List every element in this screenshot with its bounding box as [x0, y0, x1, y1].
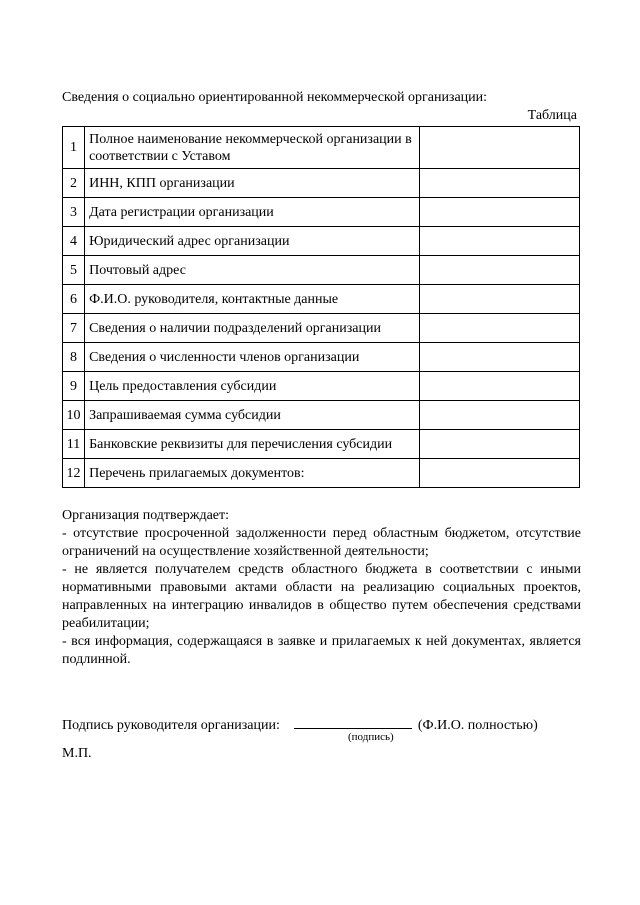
row-label: Сведения о наличии подразделений организации [85, 314, 420, 343]
table-row [63, 169, 580, 198]
confirmation-block [62, 507, 581, 669]
row-value [420, 430, 580, 459]
row-value [420, 372, 580, 401]
signature-blank [294, 714, 412, 729]
signature-label: Подпись руководителя организации: [62, 718, 280, 733]
row-label: ИНН, КПП организации [85, 169, 420, 198]
row-value [420, 285, 580, 314]
confirmation-title: Организация подтверждает: [62, 508, 230, 523]
table-row [63, 198, 580, 227]
row-number: 12 [63, 459, 85, 488]
row-number: 9 [63, 372, 85, 401]
signature-hint: (подпись) [348, 731, 394, 743]
row-value [420, 169, 580, 198]
row-number: 11 [63, 430, 85, 459]
row-value [420, 401, 580, 430]
row-number: 7 [63, 314, 85, 343]
table-row [63, 459, 580, 488]
table-row [63, 285, 580, 314]
row-value [420, 343, 580, 372]
row-label: Запрашиваемая сумма субсидии [85, 401, 420, 430]
row-value [420, 227, 580, 256]
organization-info-table [62, 126, 580, 488]
confirmation-item: - отсутствие просроченной задолженности перед областным бюджетом, отсутствие ограничений на осуществление хозяйственной деятельности; [62, 526, 581, 559]
row-label: Юридический адрес организации [85, 227, 420, 256]
table-row [63, 127, 580, 169]
document-heading: Сведения о социально ориентированной некоммерческой организации: [62, 90, 488, 105]
row-label: Сведения о численности членов организации [85, 343, 420, 372]
row-value [420, 314, 580, 343]
row-number: 6 [63, 285, 85, 314]
row-number: 1 [63, 127, 85, 169]
row-label: Перечень прилагаемых документов: [85, 459, 420, 488]
table-row [63, 372, 580, 401]
row-label: Ф.И.О. руководителя, контактные данные [85, 285, 420, 314]
row-value [420, 459, 580, 488]
signature-name-hint: (Ф.И.О. полностью) [417, 718, 538, 733]
row-label: Банковские реквизиты для перечисления субсидии [85, 430, 420, 459]
row-label: Полное наименование некоммерческой организации в соответствии с Уставом [85, 127, 420, 169]
confirmation-item: - не является получателем средств областного бюджета в соответствии с иными нормативными правовыми актами области на реализацию социальных проектов, направленных на интеграцию инвалидов в общество путем обеспечения средствами реабилитации; [62, 562, 581, 631]
row-number: 10 [63, 401, 85, 430]
table-caption: Таблица [527, 108, 577, 123]
row-value [420, 198, 580, 227]
table-row [63, 227, 580, 256]
table-row [63, 430, 580, 459]
stamp-label: М.П. [62, 746, 92, 761]
row-label: Цель предоставления субсидии [85, 372, 420, 401]
table-row [63, 343, 580, 372]
row-value [420, 127, 580, 169]
table-row [63, 314, 580, 343]
row-label: Почтовый адрес [85, 256, 420, 285]
row-number: 8 [63, 343, 85, 372]
confirmation-item: - вся информация, содержащаяся в заявке и прилагаемых к ней документах, является подлинной. [62, 634, 581, 667]
signature-line [62, 714, 582, 735]
row-label: Дата регистрации организации [85, 198, 420, 227]
table-row [63, 256, 580, 285]
row-value [420, 256, 580, 285]
row-number: 2 [63, 169, 85, 198]
row-number: 4 [63, 227, 85, 256]
table-row [63, 401, 580, 430]
row-number: 3 [63, 198, 85, 227]
row-number: 5 [63, 256, 85, 285]
